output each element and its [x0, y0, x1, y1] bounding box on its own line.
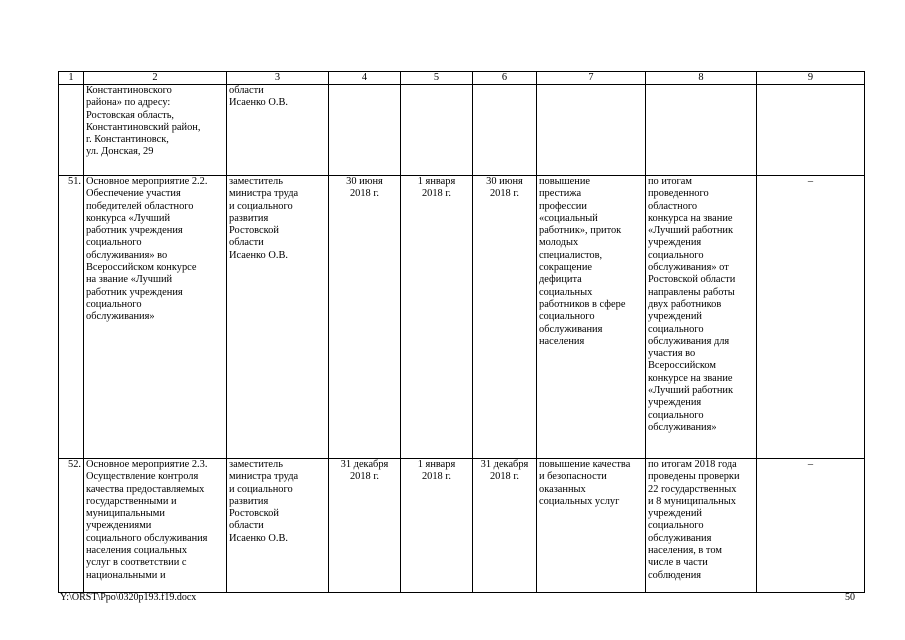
- problems-cell: [757, 85, 865, 176]
- result-plan-cell: повышение качества и безопасности оказанных социальных услуг: [537, 459, 646, 593]
- plan-start-cell: 30 июня 2018 г.: [329, 176, 401, 459]
- responsible-cell: заместитель министра труда и социального развития Ростовской области Исаенко О.В.: [227, 176, 329, 459]
- plan-start-cell: [329, 85, 401, 176]
- column-header: 3: [227, 72, 329, 85]
- event-cell: Основное мероприятие 2.3. Осуществление контроля качества предоставляемых государственными и муниципальными учреждениями социального обслуживания населения социальных услуг в соответствии с национальными и: [84, 459, 227, 593]
- event-cell: Основное мероприятие 2.2. Обеспечение участия победителей областного конкурса «Лучший работник учреждения социального обслуживания» во Всероссийском конкурсе на звание «Лучший работник учреждения социального обслуживания»: [84, 176, 227, 459]
- column-header: 9: [757, 72, 865, 85]
- column-number-row: [59, 72, 865, 85]
- file-path-footer: Y:\ORST\Ppo\0320p193.f19.docx: [60, 592, 197, 603]
- column-header: 6: [473, 72, 537, 85]
- table-row: [59, 176, 865, 459]
- actual-start-cell: 1 января 2018 г.: [401, 176, 473, 459]
- table-row: [59, 85, 865, 176]
- result-actual-cell: по итогам проведенного областного конкурса на звание «Лучший работник учреждения социального обслуживания» от Ростовской области направлены работы двух работников учреждений социального обслуживания для участия во Всероссийском конкурсе на звание «Лучший работник учреждения социального обслуживания»: [646, 176, 757, 459]
- row-number: 51.: [59, 176, 84, 459]
- column-header: 4: [329, 72, 401, 85]
- column-header: 7: [537, 72, 646, 85]
- result-plan-cell: повышение престижа профессии «социальный работник», приток молодых специалистов, сокращение дефицита социальных работников в сфере социального обслуживания населения: [537, 176, 646, 459]
- result-plan-cell: [537, 85, 646, 176]
- plan-start-cell: 31 декабря 2018 г.: [329, 459, 401, 593]
- column-header: 5: [401, 72, 473, 85]
- report-table: [58, 71, 865, 593]
- plan-end-cell: 30 июня 2018 г.: [473, 176, 537, 459]
- column-header: 1: [59, 72, 84, 85]
- problems-cell: –: [757, 459, 865, 593]
- table-row: [59, 459, 865, 593]
- column-header: 2: [84, 72, 227, 85]
- actual-start-cell: [401, 85, 473, 176]
- plan-end-cell: 31 декабря 2018 г.: [473, 459, 537, 593]
- page-number: 50: [845, 592, 855, 603]
- actual-start-cell: 1 января 2018 г.: [401, 459, 473, 593]
- event-cell: Константиновского района» по адресу: Ростовская область, Константиновский район, г. Константиновск, ул. Донская, 29: [84, 85, 227, 176]
- result-actual-cell: по итогам 2018 года проведены проверки 22 государственных и 8 муниципальных учреждений социального обслуживания населения, в том числе в части соблюдения: [646, 459, 757, 593]
- result-actual-cell: [646, 85, 757, 176]
- problems-cell: –: [757, 176, 865, 459]
- row-number: 52.: [59, 459, 84, 593]
- responsible-cell: заместитель министра труда и социального развития Ростовской области Исаенко О.В.: [227, 459, 329, 593]
- row-number: [59, 85, 84, 176]
- plan-end-cell: [473, 85, 537, 176]
- responsible-cell: области Исаенко О.В.: [227, 85, 329, 176]
- column-header: 8: [646, 72, 757, 85]
